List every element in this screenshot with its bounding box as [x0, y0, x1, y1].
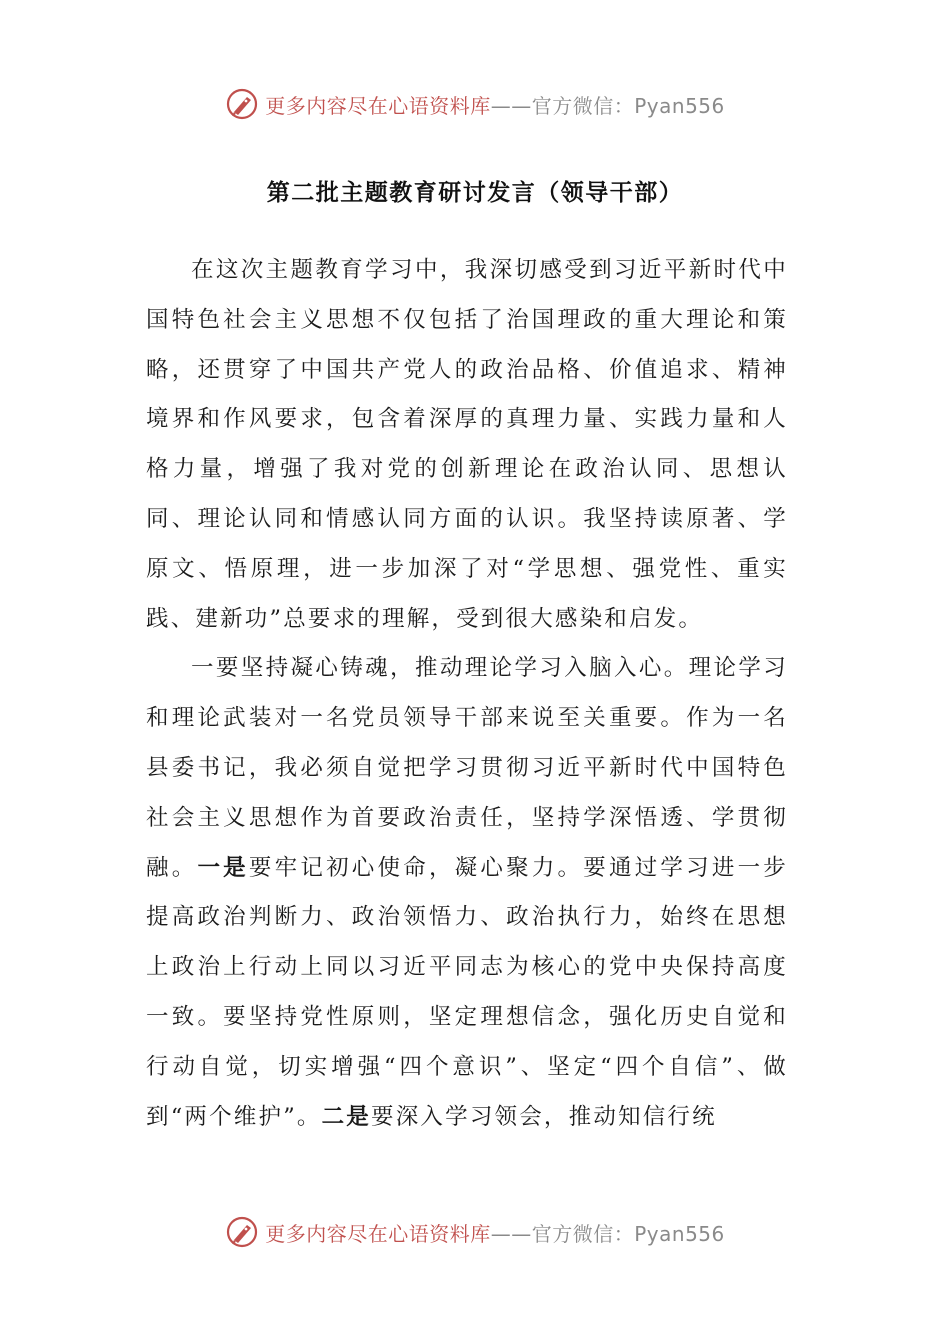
document-body — [146, 246, 788, 1142]
document-title: 第二批主题教育研讨发言（领导干部） — [266, 180, 684, 206]
paragraph-1: 在这次主题教育学习中，我深切感受到习近平新时代中国特色社会主义思想不仅包括了治国理政的重大理论和策略，还贯穿了中国共产党人的政治品格、价值追求、精神境界和作风要求，包含着深厚的真理力量、实践力量和人格力量，增强了我对党的创新理论在政治认同、思想认同、理论认同和情感认同方面的认识。我坚持读原著、学原文、悟原理，进一步加深了对“学思想、强党性、重实践、建新功”总要求的理解，受到很大感染和启发。 — [146, 257, 788, 632]
pen-nib-logo-icon — [225, 87, 259, 121]
watermark-wechat-id: Pyan556 — [634, 1221, 725, 1246]
watermark-wechat-id: Pyan556 — [634, 93, 725, 118]
watermark-text — [265, 1218, 725, 1247]
footer-watermark — [0, 1212, 950, 1252]
paragraph-2-text-b: 要牢记初心使命，凝心聚力。要通过学习进一步提高政治判断力、政治领悟力、政治执行力，始终在思想上政治上行动上同以习近平同志为核心的党中央保持高度一致。要坚持党性原则，坚定理想信念，强化历史自觉和行动自觉，切实增强“四个意识”、坚定“四个自信”、做到“两个维护”。 — [146, 854, 789, 1130]
watermark-dash: —— — [490, 93, 532, 118]
emphasis-second: 二是 — [321, 1103, 372, 1130]
pen-nib-logo-icon — [225, 1215, 259, 1249]
watermark-dash: —— — [490, 1221, 532, 1246]
paragraph-2-text-c: 要深入学习领会，推动知信行统 — [371, 1103, 717, 1130]
watermark-wechat-label: 官方微信： — [531, 1221, 635, 1246]
paragraph-2 — [146, 644, 788, 1142]
emphasis-first: 一是 — [197, 854, 249, 881]
watermark-wechat-label: 官方微信： — [531, 93, 635, 118]
paragraph-2-text-a: 一要坚持凝心铸魂，推动理论学习入脑入心。理论学习和理论武装对一名党员领导干部来说至关重要。作为一名县委书记，我必须自觉把学习贯彻习近平新时代中国特色社会主义思想作为首要政治责任，坚持学深悟透、学贯彻融。 — [146, 655, 788, 881]
watermark-brand: 更多内容尽在心语资料库 — [265, 1221, 491, 1246]
watermark-text — [265, 90, 725, 119]
header-watermark — [0, 84, 950, 124]
watermark-brand: 更多内容尽在心语资料库 — [265, 93, 491, 118]
